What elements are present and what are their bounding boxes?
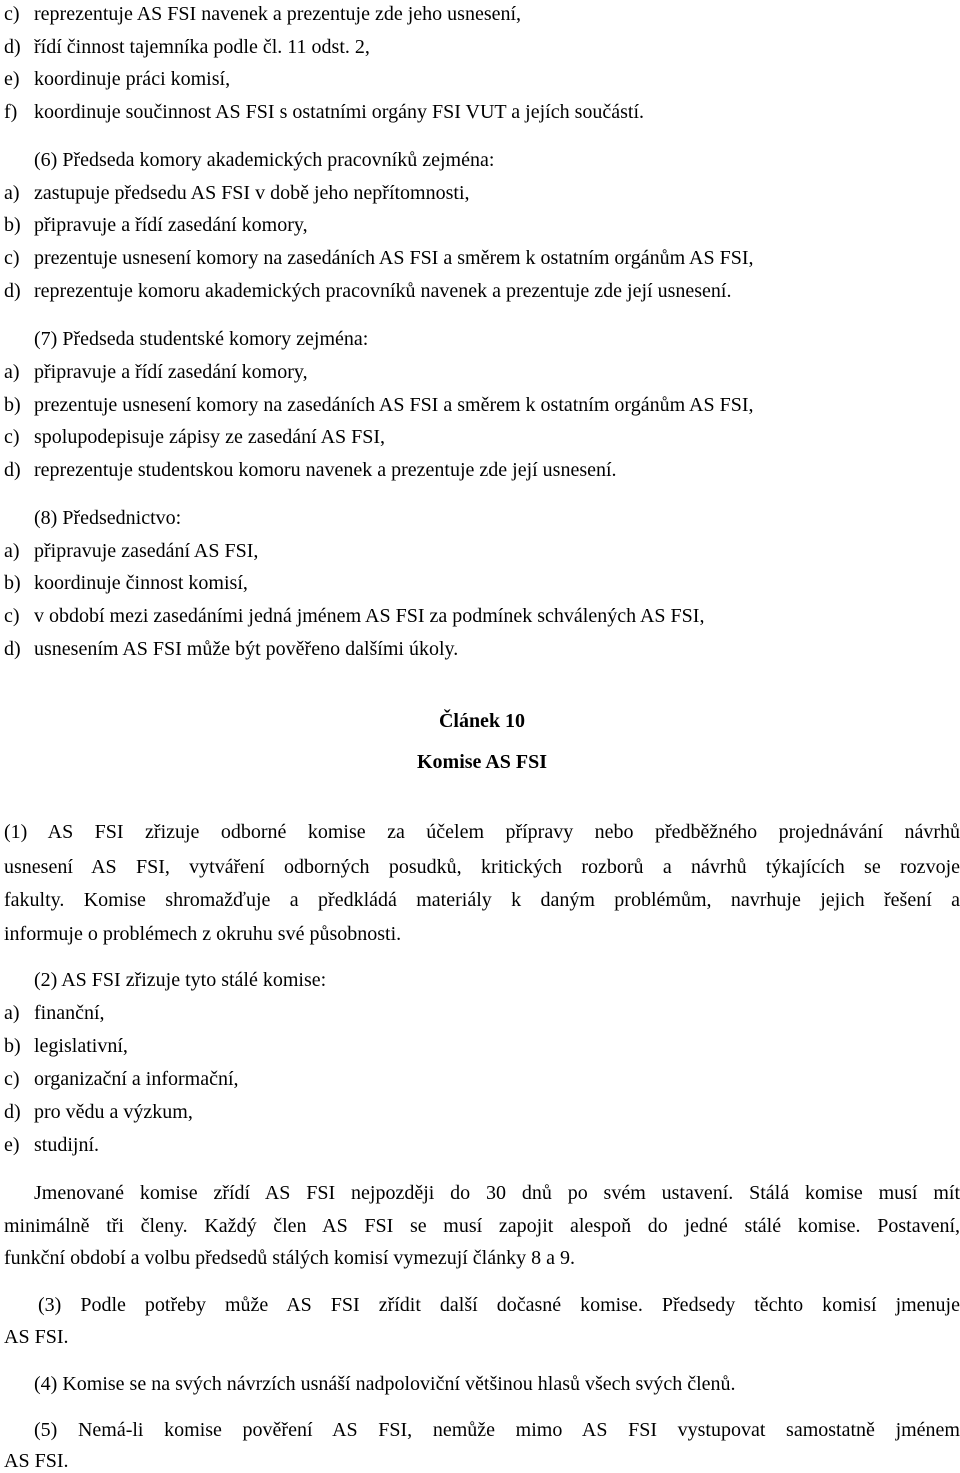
list-item: a) připravuje a řídí zasedání komory, xyxy=(4,361,308,383)
article-number: Článek 10 xyxy=(438,710,526,732)
paragraph-line: informuje o problémech z okruhu své působnosti. xyxy=(4,923,402,945)
list-item: c) organizační a informační, xyxy=(4,1068,239,1090)
list-item: e) studijní. xyxy=(4,1134,100,1156)
paragraph-heading-8: (8) Předsednictvo: xyxy=(34,507,182,529)
list-item: a) připravuje zasedání AS FSI, xyxy=(4,540,259,562)
list-item: e) koordinuje práci komisí, xyxy=(4,68,231,90)
list-item: a) zastupuje předsedu AS FSI v době jeho nepřítomnosti, xyxy=(4,182,470,204)
list-item: c) prezentuje usnesení komory na zasedáních AS FSI a směrem k ostatním orgánům AS FSI, xyxy=(4,247,754,269)
list-item: c) v období mezi zasedáními jedná jménem AS FSI za podmínek schválených AS FSI, xyxy=(4,605,705,627)
paragraph-line: (1) AS FSI zřizuje odborné komise za účelem přípravy nebo předběžného projednávání návrhů xyxy=(4,821,960,843)
paragraph-line: AS FSI. xyxy=(4,1450,69,1472)
paragraph-line: Jmenované komise zřídí AS FSI nejpozději do 30 dnů po svém ustavení. Stálá komise musí mít xyxy=(34,1182,960,1204)
paragraph-heading-7: (7) Předseda studentské komory zejména: xyxy=(34,328,369,350)
paragraph-line: minimálně tři členy. Každý člen AS FSI se musí zapojit alespoň do jedné stálé komise. Postavení, xyxy=(4,1215,960,1237)
list-item: c) spolupodepisuje zápisy ze zasedání AS FSI, xyxy=(4,426,386,448)
list-item: b) připravuje a řídí zasedání komory, xyxy=(4,214,308,236)
list-item: b) koordinuje činnost komisí, xyxy=(4,572,248,594)
list-item: d) reprezentuje komoru akademických pracovníků navenek a prezentuje zde její usnesení. xyxy=(4,280,732,302)
list-item: a) finanční, xyxy=(4,1002,105,1024)
list-item: b) prezentuje usnesení komory na zasedáních AS FSI a směrem k ostatním orgánům AS FSI, xyxy=(4,394,754,416)
list-item: b) legislativní, xyxy=(4,1035,128,1057)
list-item: d) řídí činnost tajemníka podle čl. 11 odst. 2, xyxy=(4,36,370,58)
paragraph-line: AS FSI. xyxy=(4,1326,69,1348)
list-item: d) reprezentuje studentskou komoru navenek a prezentuje zde její usnesení. xyxy=(4,459,617,481)
article-title: Komise AS FSI xyxy=(416,751,548,773)
list-item: c) reprezentuje AS FSI navenek a prezentuje zde jeho usnesení, xyxy=(4,3,522,25)
list-item: f) koordinuje součinnost AS FSI s ostatními orgány FSI VUT a jejích součástí. xyxy=(4,101,644,123)
paragraph-heading-2: (2) AS FSI zřizuje tyto stálé komise: xyxy=(34,969,327,991)
paragraph-line: funkční období a volbu předsedů stálých komisí vymezují články 8 a 9. xyxy=(4,1247,575,1269)
list-item: d) pro vědu a výzkum, xyxy=(4,1101,193,1123)
paragraph-line: (5) Nemá-li komise pověření AS FSI, nemůže mimo AS FSI vystupovat samostatně jménem xyxy=(34,1419,960,1441)
paragraph-line: (3) Podle potřeby může AS FSI zřídit další dočasné komise. Předsedy těchto komisí jmenuje xyxy=(38,1294,960,1316)
paragraph-line: fakulty. Komise shromažďuje a předkládá materiály k daným problémům, navrhuje jejich řešení a xyxy=(4,889,960,911)
paragraph-heading-6: (6) Předseda komory akademických pracovníků zejména: xyxy=(34,149,495,171)
paragraph-line: usnesení AS FSI, vytváření odborných posudků, kritických rozborů a návrhů týkajících se rozvoje xyxy=(4,856,960,878)
paragraph-line: (4) Komise se na svých návrzích usnáší nadpoloviční většinou hlasů všech svých členů. xyxy=(34,1373,736,1395)
list-item: d) usnesením AS FSI může být pověřeno dalšími úkoly. xyxy=(4,638,459,660)
